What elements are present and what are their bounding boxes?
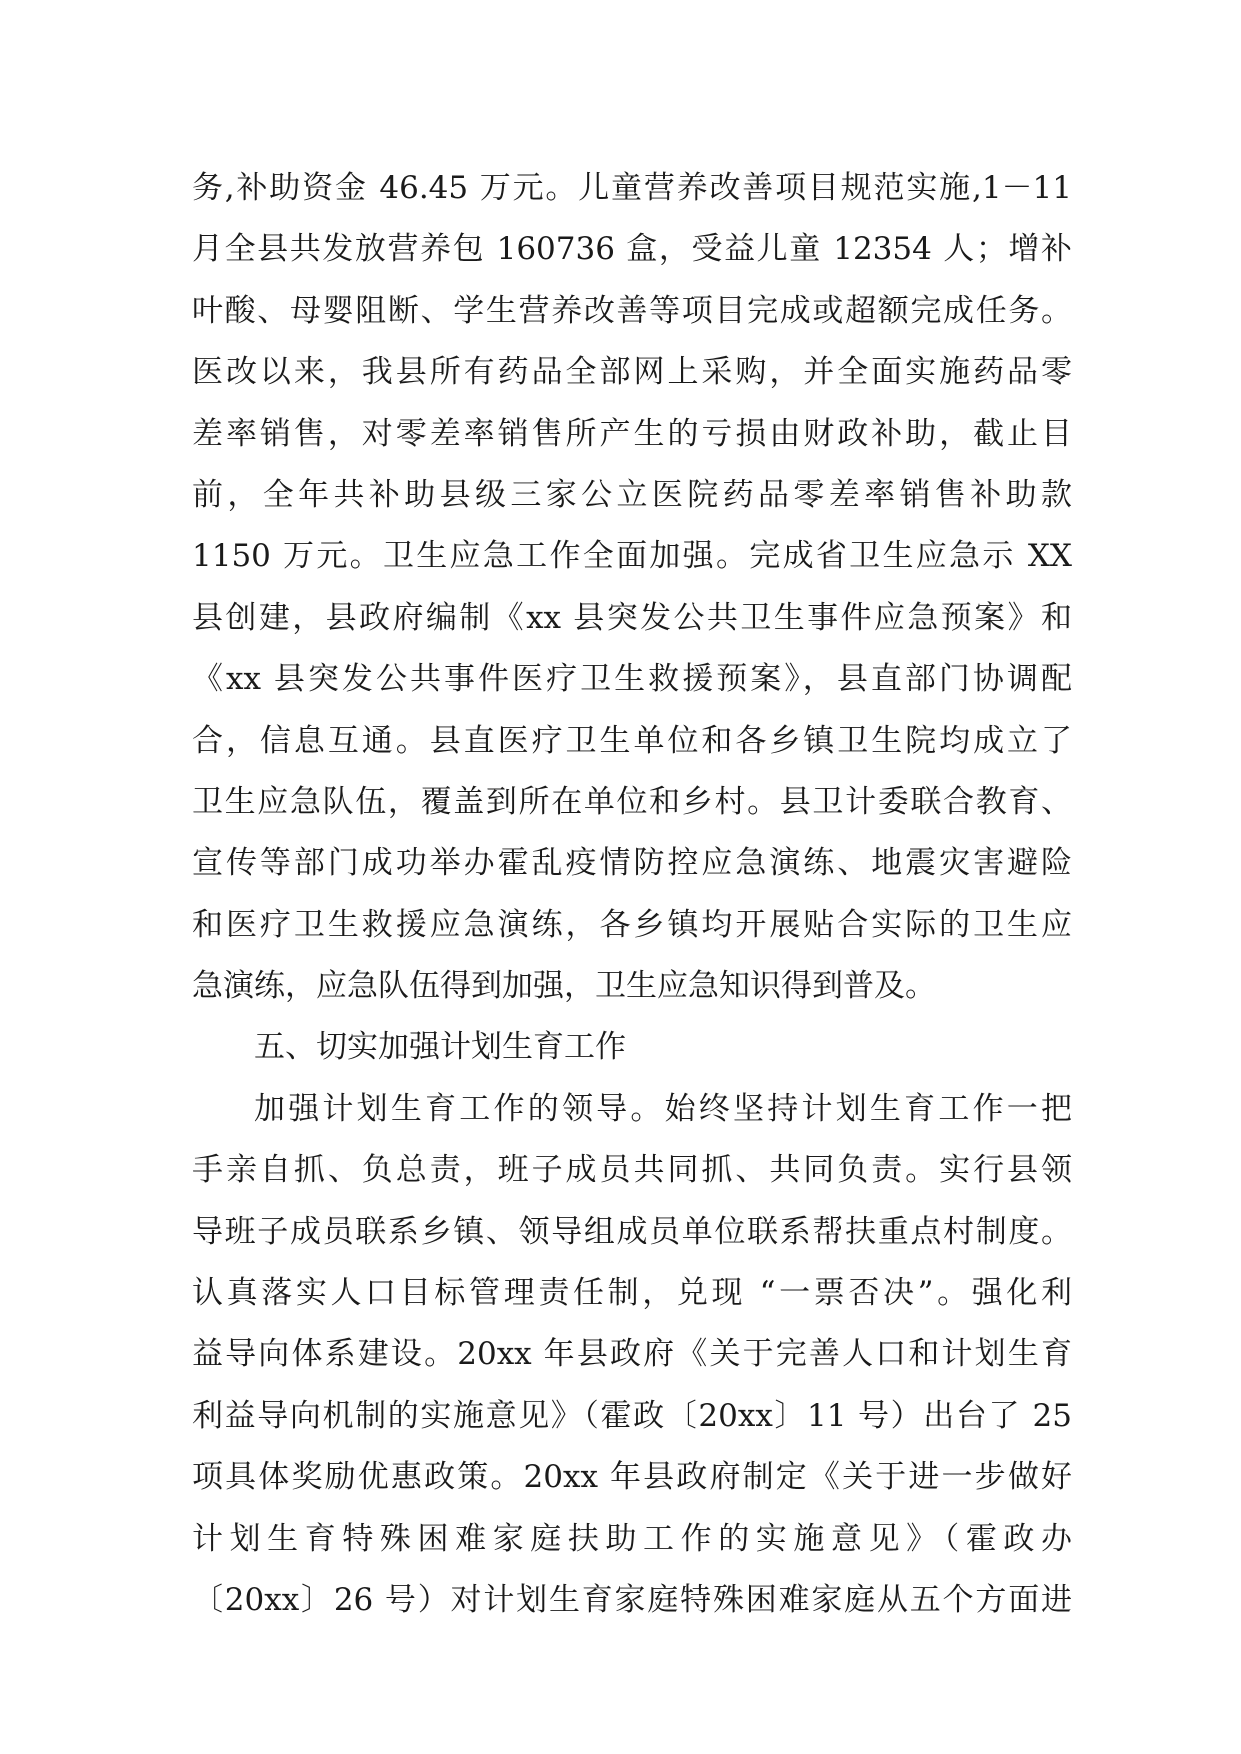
text-line: 前，全年共补助县级三家公立医院药品零差率销售补助款 bbox=[192, 476, 1072, 513]
text-line: 1150 万元。卫生应急工作全面加强。完成省卫生应急示 XX bbox=[192, 538, 1072, 575]
text-line: 益导向体系建设。20xx 年县政府《关于完善人口和计划生育 bbox=[192, 1336, 1072, 1373]
text-line: 叶酸、母婴阻断、学生营养改善等项目完成或超额完成任务。 bbox=[192, 292, 1072, 329]
text-line: 手亲自抓、负总责，班子成员共同抓、共同负责。实行县领 bbox=[192, 1152, 1072, 1189]
text-line: 卫生应急队伍，覆盖到所在单位和乡村。县卫计委联合教育、 bbox=[192, 783, 1072, 820]
text-line: 导班子成员联系乡镇、领导组成员单位联系帮扶重点村制度。 bbox=[192, 1213, 1072, 1250]
text-line: 加强计划生育工作的领导。始终坚持计划生育工作一把 bbox=[254, 1090, 1072, 1127]
text-line: 宣传等部门成功举办霍乱疫情防控应急演练、地震灾害避险 bbox=[192, 845, 1072, 882]
text-line: 〔20xx〕26 号）对计划生育家庭特殊困难家庭从五个方面进 bbox=[192, 1581, 1072, 1618]
text-line: 务,补助资金 46.45 万元。儿童营养改善项目规范实施,1－11 bbox=[192, 170, 1072, 206]
body-text bbox=[192, 158, 1072, 1631]
text-line: 月全县共发放营养包 160736 盒，受益儿童 12354 人；增补 bbox=[192, 231, 1072, 268]
text-line: 认真落实人口目标管理责任制，兑现 “一票否决”。强化利 bbox=[192, 1275, 1072, 1312]
text-line: 《xx 县突发公共事件医疗卫生救援预案》，县直部门协调配 bbox=[192, 661, 1072, 698]
text-line: 合，信息互通。县直医疗卫生单位和各乡镇卫生院均成立了 bbox=[192, 722, 1072, 759]
text-line: 计划生育特殊困难家庭扶助工作的实施意见》（霍政办 bbox=[192, 1520, 1072, 1557]
text-line: 和医疗卫生救援应急演练，各乡镇均开展贴合实际的卫生应 bbox=[192, 906, 1072, 943]
text-line: 差率销售，对零差率销售所产生的亏损由财政补助，截止目 bbox=[192, 415, 1072, 452]
text-line: 急演练，应急队伍得到加强，卫生应急知识得到普及。 bbox=[192, 968, 936, 1005]
text-line: 县创建，县政府编制《xx 县突发公共卫生事件应急预案》和 bbox=[192, 599, 1072, 636]
text-line: 医改以来，我县所有药品全部网上采购，并全面实施药品零 bbox=[192, 354, 1072, 391]
text-line: 利益导向机制的实施意见》（霍政〔20xx〕11 号）出台了 25 bbox=[192, 1397, 1072, 1434]
section-heading: 五、切实加强计划生育工作 bbox=[254, 1029, 626, 1066]
text-line: 项具体奖励优惠政策。20xx 年县政府制定《关于进一步做好 bbox=[192, 1459, 1072, 1496]
